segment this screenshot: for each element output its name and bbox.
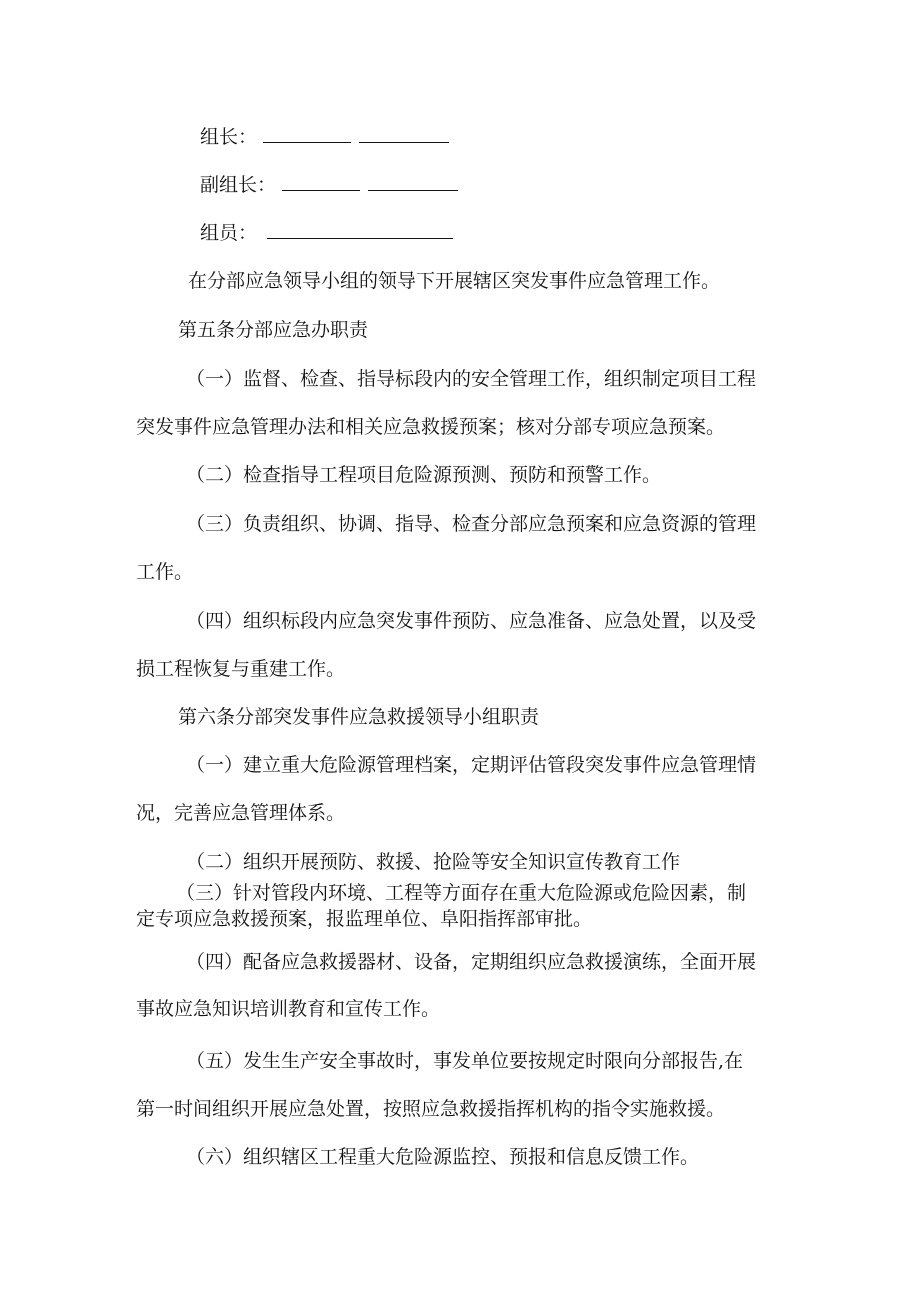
deputy-blank-2 bbox=[368, 172, 458, 191]
leader-row bbox=[200, 124, 449, 149]
article-6-item-2: （二）组织开展预防、救援、抢险等安全知识宣传教育工作 bbox=[186, 851, 681, 873]
article-6-item-5-line-2: 第一时间组织开展应急处置，按照应急救援指挥机构的指令实施救援。 bbox=[136, 1098, 726, 1120]
article-6-item-4-line-2: 事故应急知识培训教育和宣传工作。 bbox=[136, 998, 441, 1020]
paragraph-intro: 在分部应急领导小组的领导下开展辖区突发事件应急管理工作。 bbox=[188, 270, 721, 292]
member-blank bbox=[267, 220, 453, 239]
article-5-item-2: （二）检查指导工程项目危险源预测、预防和预警工作。 bbox=[186, 464, 662, 486]
article-5-item-4-line-2: 损工程恢复与重建工作。 bbox=[136, 658, 346, 680]
article-6-item-3-line-2: 定专项应急救援预案，报监理单位、阜阳指挥部审批。 bbox=[136, 908, 593, 930]
article-6-item-1-line-1: （一）建立重大危险源管理档案，定期评估管段突发事件应急管理情 bbox=[186, 754, 757, 776]
article-6-item-3-line-1: （三）针对管段内环境、工程等方面存在重大危险源或危险因素，制 bbox=[176, 882, 747, 904]
article-5-heading: 第五条分部应急办职责 bbox=[178, 319, 369, 341]
article-5-item-1-line-2: 突发事件应急管理办法和相关应急救援预案；核对分部专项应急预案。 bbox=[136, 416, 726, 438]
article-5-item-4-line-1: （四）组织标段内应急突发事件预防、应急准备、应急处置，以及受 bbox=[186, 610, 757, 632]
leader-blank-1 bbox=[263, 124, 351, 143]
article-5-item-3-line-1: （三）负责组织、协调、指导、检查分部应急预案和应急资源的管理 bbox=[186, 513, 757, 535]
deputy-blank-1 bbox=[282, 172, 360, 191]
article-5-item-1-line-1: （一）监督、检查、指导标段内的安全管理工作，组织制定项目工程 bbox=[186, 368, 757, 390]
article-6-item-4-line-1: （四）配备应急救援器材、设备，定期组织应急救援演练，全面开展 bbox=[186, 951, 757, 973]
deputy-row bbox=[200, 172, 458, 197]
member-row bbox=[200, 220, 453, 245]
article-5-item-3-line-2: 工作。 bbox=[136, 561, 194, 583]
article-6-item-6: （六）组织辖区工程重大危险源监控、预报和信息反馈工作。 bbox=[186, 1146, 700, 1168]
member-label: 组员： bbox=[200, 222, 258, 244]
article-6-heading: 第六条分部突发事件应急救援领导小组职责 bbox=[178, 706, 540, 728]
deputy-label: 副组长： bbox=[200, 174, 277, 196]
leader-blank-2 bbox=[359, 124, 449, 143]
article-6-item-1-line-2: 况，完善应急管理体系。 bbox=[136, 802, 346, 824]
leader-label: 组长： bbox=[200, 126, 258, 148]
article-6-item-5-line-1: （五）发生生产安全事故时，事发单位要按规定时限向分部报告,在 bbox=[186, 1050, 744, 1072]
